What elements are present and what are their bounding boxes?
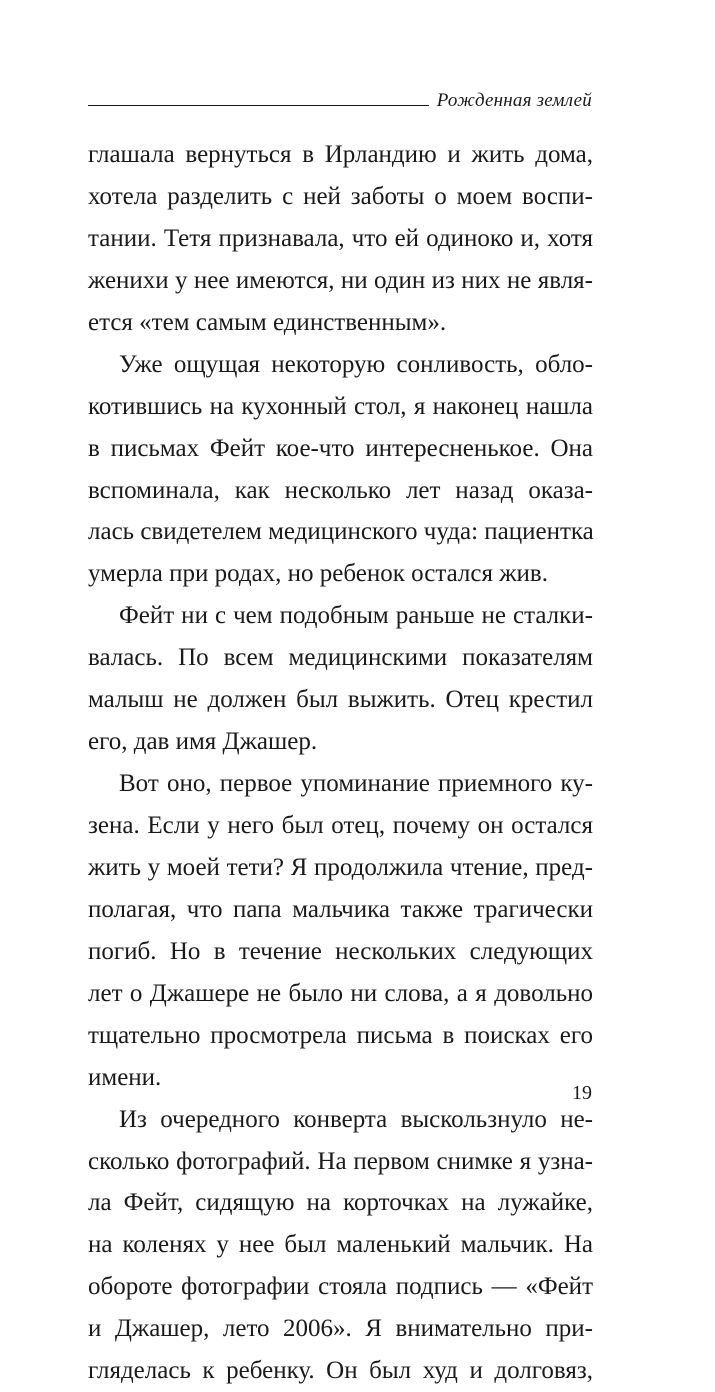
text-line: сколько фотографий. На первом снимке я узна- xyxy=(88,1147,593,1175)
header-rule xyxy=(88,105,429,106)
text-line: глашала вернуться в Ирландию и жить дома, xyxy=(88,141,593,168)
text-line: имени. xyxy=(88,1063,162,1091)
text-line: на коленях у нее был маленький мальчик. На xyxy=(88,1231,593,1259)
text-line: лет о Джашере не было ни слова, а я довольно xyxy=(88,979,593,1007)
body-text xyxy=(88,134,593,1392)
text-line: лась свидетелем медицинского чуда: пациентка xyxy=(88,518,594,546)
text-line: женихи у нее имеются, ни один из них не явля- xyxy=(88,266,593,294)
text-line: ется «тем самым единственным». xyxy=(88,308,447,336)
text-line: гляделась к ребенку. Он был худ и долговяз, xyxy=(88,1357,593,1385)
page-number: 19 xyxy=(572,1082,592,1104)
text-line: валась. По всем медицинскими показателям xyxy=(88,644,593,672)
text-line: малыш не должен был выжить. Отец крестил xyxy=(88,686,593,714)
text-line: тщательно просмотрела письма в поисках его xyxy=(88,1021,593,1049)
running-title: Рожденная землей xyxy=(436,90,592,111)
text-line: полагая, что папа мальчика также трагически xyxy=(88,895,593,923)
text-line: его, дав имя Джашер. xyxy=(88,728,318,756)
text-line: ла Фейт, сидящую на корточках на лужайке, xyxy=(88,1189,593,1217)
text-line: и Джашер, лето 2006». Я внимательно при- xyxy=(88,1315,593,1343)
text-line: зена. Если у него был отец, почему он остался xyxy=(88,812,593,839)
text-line: жить у моей тети? Я продолжила чтение, пред- xyxy=(88,853,593,881)
paragraph-first-line: Вот оно, первое упоминание приемного ку- xyxy=(119,770,593,798)
text-line: погиб. Но в течение нескольких следующих xyxy=(88,937,593,965)
paragraph-first-line: Уже ощущая некоторую сонливость, обло- xyxy=(119,350,593,378)
text-line: умерла при родах, но ребенок остался жив. xyxy=(88,560,548,588)
text-line: в письмах Фейт кое-что интересненькое. Она xyxy=(88,434,593,462)
text-line: вспоминала, как несколько лет назад оказа- xyxy=(88,476,593,504)
paragraph-first-line: Из очередного конверта выскользнуло не- xyxy=(119,1105,593,1133)
text-line: обороте фотографии стояла подпись — «Фейт xyxy=(88,1273,593,1301)
text-line: котившись на кухонный стол, я наконец нашла xyxy=(88,392,593,420)
running-header xyxy=(88,86,592,112)
paragraph-first-line: Фейт ни с чем подобным раньше не сталки- xyxy=(119,602,593,630)
text-line: тании. Тетя признавала, что ей одиноко и, хотя xyxy=(88,224,593,252)
text-line: хотела разделить с ней заботы о моем воспи- xyxy=(88,182,593,210)
